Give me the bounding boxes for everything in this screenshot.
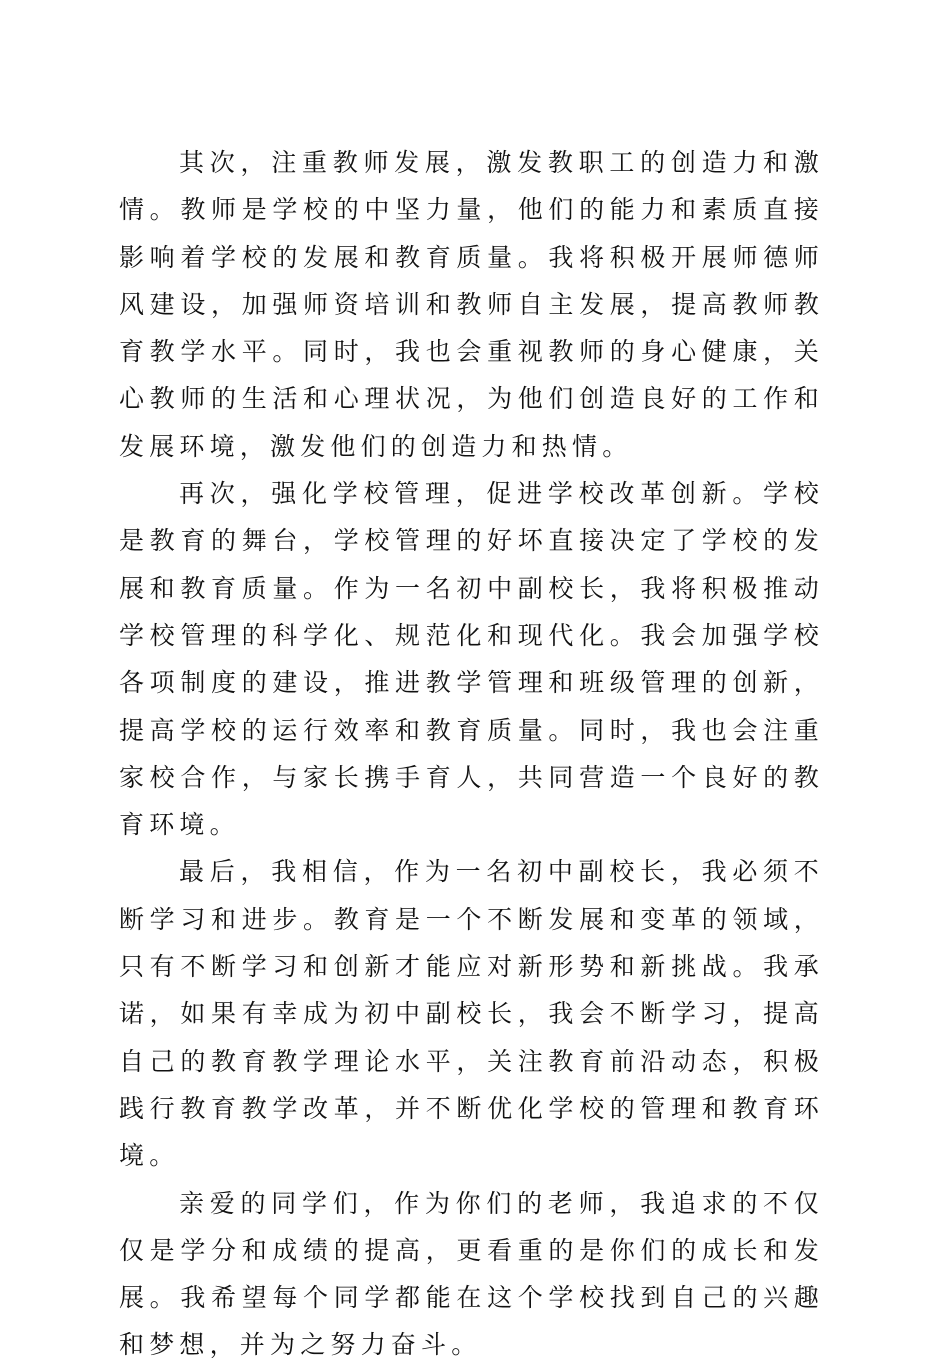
paragraph-school-management: 再次，强化学校管理，促进学校改革创新。学校是教育的舞台，学校管理的好坏直接决定了学校的发展和教育质量。作为一名初中副校长，我将积极推动学校管理的科学化、规范化和现代化。我会加强学校各项制度的建设，推进教学管理和班级管理的创新，提高学校的运行效率和教育质量。同时，我也会注重家校合作，与家长携手育人，共同营造一个良好的教育环境。: [119, 479, 824, 840]
document-body: [119, 139, 824, 1369]
paragraph-continuous-learning: 最后，我相信，作为一名初中副校长，我必须不断学习和进步。教育是一个不断发展和变革的领域，只有不断学习和创新才能应对新形势和新挑战。我承诺，如果有幸成为初中副校长，我会不断学习，提高自己的教育教学理论水平，关注教育前沿动态，积极践行教育教学改革，并不断优化学校的管理和教育环境。: [119, 857, 824, 1171]
paragraph-teacher-development: 其次，注重教师发展，激发教职工的创造力和激情。教师是学校的中坚力量，他们的能力和素质直接影响着学校的发展和教育质量。我将积极开展师德师风建设，加强师资培训和教师自主发展，提高教师教育教学水平。同时，我也会重视教师的身心健康，关心教师的生活和心理状况，为他们创造良好的工作和发展环境，激发他们的创造力和热情。: [119, 148, 824, 461]
paragraph-message-to-students: 亲爱的同学们，作为你们的老师，我追求的不仅仅是学分和成绩的提高，更看重的是你们的成长和发展。我希望每个同学都能在这个学校找到自己的兴趣和梦想，并为之努力奋斗。: [119, 1188, 824, 1360]
